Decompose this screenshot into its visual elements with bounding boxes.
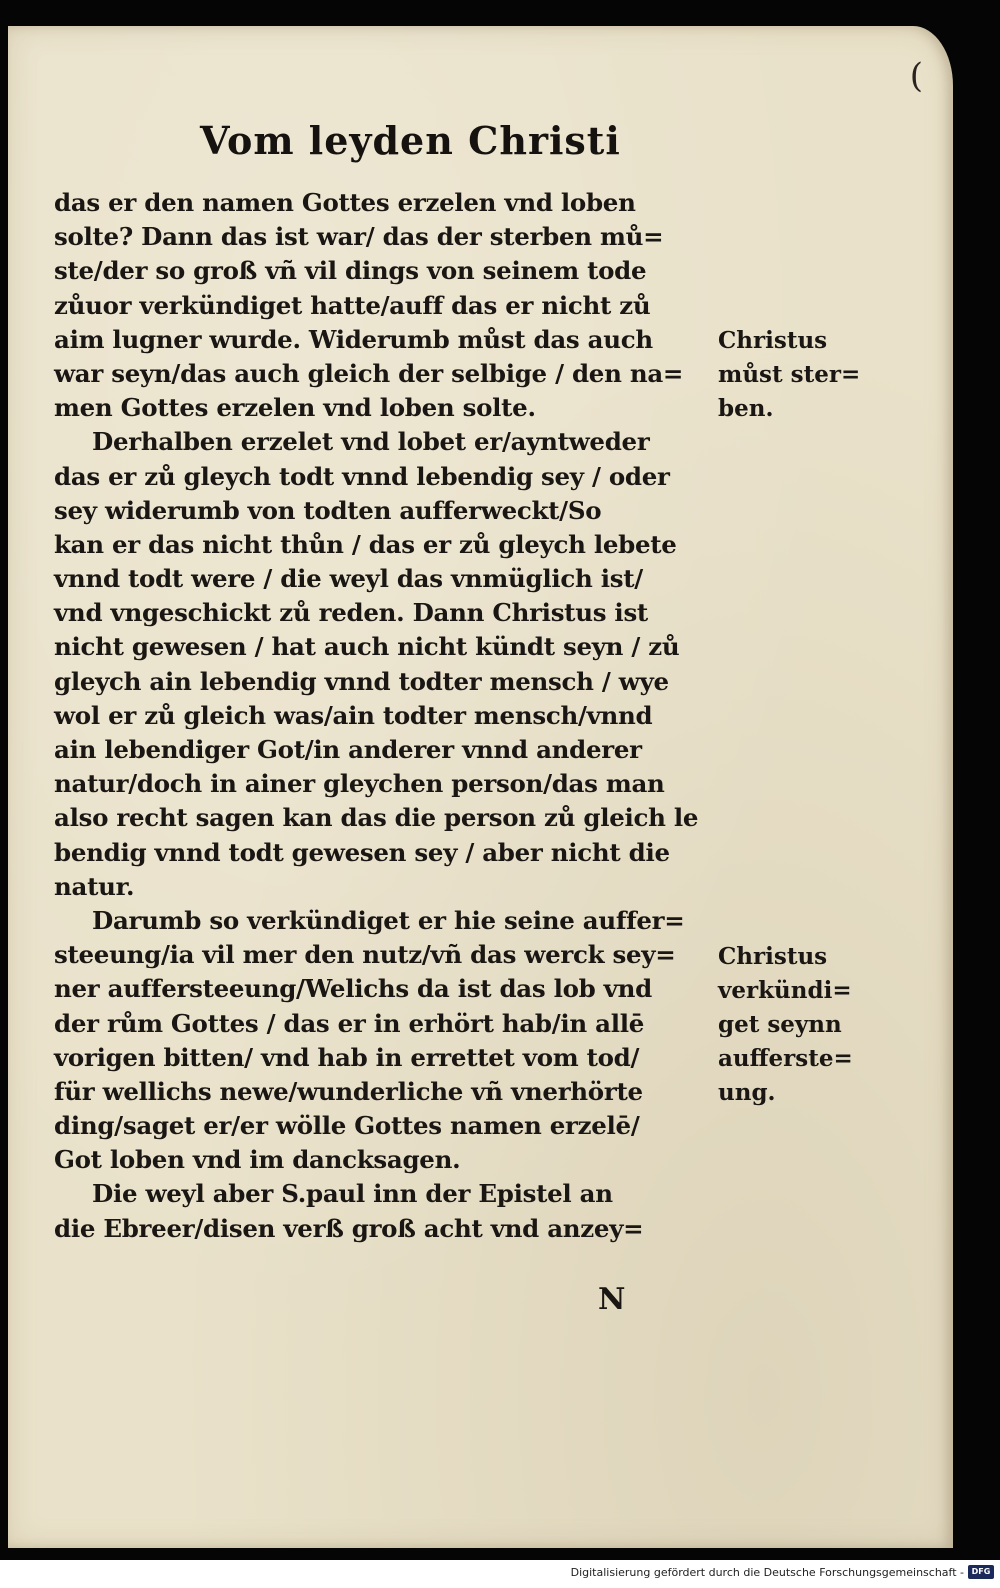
text-line: ner auffersteeung/Welichs da ist das lob vnd [54, 974, 652, 1004]
margin-note-line: Christus [718, 943, 828, 970]
text-line: Derhalben erzelet vnd lobet er/ayntweder [92, 427, 650, 457]
text-line: also recht sagen kan das die person zů gleich le [54, 803, 699, 833]
text-line: vnnd todt were / die weyl das vnmüglich ist/ [54, 564, 643, 594]
text-line: Darumb so verkündiget er hie seine auffer= [92, 905, 685, 935]
funding-credit: Digitalisierung gefördert durch die Deutsche Forschungsgemeinschaft - [570, 1566, 964, 1579]
margin-note-line: ben. [718, 395, 774, 422]
dfg-logo: DFG [968, 1565, 994, 1579]
body-text [54, 186, 724, 1246]
text-line: kan er das nicht thůn / das er zů gleych lebete [54, 529, 677, 559]
text-line: sey widerumb von todten aufferweckt/So [54, 495, 602, 525]
text-line: die Ebreer/disen verß groß acht vnd anzey= [54, 1213, 644, 1243]
margin-note-line: verkündi= [718, 977, 852, 1004]
text-line: vnd vngeschickt zů reden. Dann Christus ist [54, 598, 648, 628]
text-line: zůuor verkündiget hatte/auff das er nicht zů [54, 290, 651, 320]
margin-note-line: ung. [718, 1079, 776, 1106]
text-line: Got loben vnd im dancksagen. [54, 1145, 461, 1175]
text-line: für wellichs newe/wunderliche vñ vnerhörte [54, 1076, 643, 1106]
margin-note-christ-announces-resurrection [718, 940, 878, 1110]
text-line: steeung/ia vil mer den nutz/vñ das werck sey= [54, 940, 676, 970]
text-line: vorigen bitten/ vnd hab in errettet vom tod/ [54, 1042, 640, 1072]
margin-note-line: můst ster= [718, 361, 861, 388]
text-line: ding/saget er/er wölle Gottes namen erzelē/ [54, 1111, 640, 1141]
text-line: bendig vnnd todt gewesen sey / aber nicht die [54, 837, 670, 867]
text-line: der rům Gottes / das er in erhört hab/in allē [54, 1008, 645, 1038]
text-line: aim lugner wurde. Widerumb můst das auch [54, 324, 653, 354]
text-line: natur/doch in ainer gleychen person/das man [54, 769, 665, 799]
margin-note-line: get seynn [718, 1011, 842, 1038]
text-line: nicht gewesen / hat auch nicht kündt seyn / zů [54, 632, 680, 662]
footer-bar [0, 1560, 1000, 1588]
signature-mark: N [598, 1282, 626, 1317]
text-line: das er zů gleych todt vnnd lebendig sey / oder [54, 461, 670, 491]
text-line: Die weyl aber S.paul inn der Epistel an [92, 1179, 613, 1209]
running-head: Vom leyden Christi [200, 118, 621, 163]
page-corner-mark: ( [909, 56, 923, 96]
margin-note-christ-must-die [718, 324, 878, 426]
text-line: war seyn/das auch gleich der selbige / den na= [54, 358, 684, 388]
text-line: ain lebendiger Got/in anderer vnnd anderer [54, 735, 642, 764]
text-line: das er den namen Gottes erzelen vnd loben [54, 188, 636, 217]
text-line: wol er zů gleich was/ain todter mensch/vnnd [54, 700, 653, 730]
margin-note-line: aufferste= [718, 1045, 853, 1072]
margin-note-line: Christus [718, 327, 828, 354]
text-line: gleych ain lebendig vnnd todter mensch / wye [54, 666, 669, 696]
text-line: solte? Dann das ist war/ das der sterben mů= [54, 222, 664, 252]
text-line: natur. [54, 871, 135, 901]
text-line: men Gottes erzelen vnd loben solte. [54, 393, 536, 423]
text-line: ste/der so groß vñ vil dings von seinem tode [54, 256, 647, 286]
